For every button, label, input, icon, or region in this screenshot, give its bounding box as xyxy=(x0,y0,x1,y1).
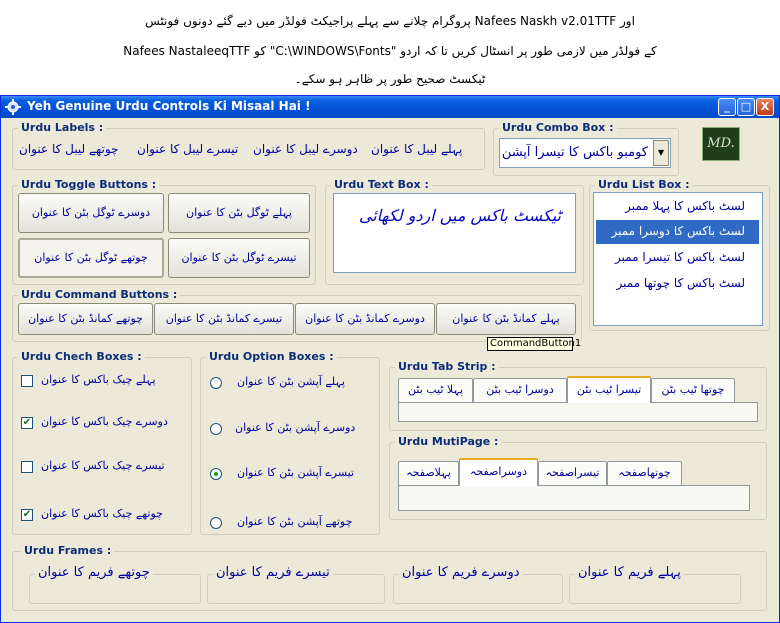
tab-strip-tab-1[interactable]: پہلا ٹیب بٹن xyxy=(398,378,473,402)
instruction-line-1: پروگرام چلانے سے پہلے پراجیکٹ فولڈر میں دیے گئے دونوں فونٹس Nafees Naskh v2.01TTF اور xyxy=(145,14,635,28)
tab-strip-tab-4[interactable]: چوتھا ٹیب بٹن xyxy=(651,378,735,402)
checkbox-label-4: چوتھے چیک باکس کا عنوان xyxy=(41,507,163,520)
command-button-1[interactable]: پہلے کمانڈ بٹن کا عنوان xyxy=(436,303,576,335)
checkbox-2[interactable]: ✔ xyxy=(22,417,32,428)
combo-box[interactable] xyxy=(499,138,671,168)
toggle-group-title: Urdu Toggle Buttons : xyxy=(18,178,159,191)
checkbox-4[interactable]: ✔ xyxy=(22,509,32,520)
combo-dropdown-button[interactable] xyxy=(653,140,669,166)
maximize-button[interactable]: □ xyxy=(737,98,755,116)
multipage-tab-4[interactable]: چوتھاصفحہ xyxy=(607,461,682,485)
command-tooltip: CommandButton1 xyxy=(487,337,573,351)
label-3: تیسرے لیبل کا عنوان xyxy=(137,142,239,156)
command-button-2[interactable]: دوسرے کمانڈ بٹن کا عنوان xyxy=(295,303,435,335)
tab-strip-tab-3[interactable]: تیسرا ٹیب بٹن xyxy=(567,376,651,403)
command-button-3[interactable]: تیسرے کمانڈ بٹن کا عنوان xyxy=(154,303,294,335)
instruction-line-3: ٹیکسٹ صحیح طور پر ظاہر ہو سکے۔ xyxy=(294,72,486,86)
tabstrip-group-title: Urdu Tab Strip : xyxy=(395,360,499,373)
window-title: Yeh Genuine Urdu Controls Ki Misaal Hai ! xyxy=(27,99,311,113)
label-2: دوسرے لیبل کا عنوان xyxy=(253,142,358,156)
chevron-down-icon: ▼ xyxy=(657,148,665,157)
toggle-button-4[interactable]: چوتھے ٹوگل بٹن کا عنوان xyxy=(18,238,164,278)
labels-group-title: Urdu Labels : xyxy=(18,121,106,134)
urdu-textbox[interactable] xyxy=(333,193,576,273)
combo-group-title: Urdu Combo Box : xyxy=(499,121,617,134)
frame-title-3: تیسرے فریم کا عنوان xyxy=(213,565,333,580)
toggle-button-2[interactable]: دوسرے ٹوگل بٹن کا عنوان xyxy=(18,193,164,233)
checkbox-label-1: پہلے چیک باکس کا عنوان xyxy=(41,373,156,386)
checkbox-group-title: Urdu Chech Boxes : xyxy=(18,350,145,363)
frame-title-1: پہلے فریم کا عنوان xyxy=(575,565,684,580)
checkbox-label-2: دوسرے چیک باکس کا عنوان xyxy=(41,415,168,428)
list-item-2[interactable]: لسٹ باکس کا دوسرا ممبر xyxy=(596,220,759,244)
close-button[interactable]: X xyxy=(756,98,774,116)
textbox-value: ٹیکسٹ باکس میں اردو لکھائی xyxy=(358,206,561,225)
combo-value: کومبو باکس کا تیسرا آپشن xyxy=(501,145,648,160)
multipage-panel xyxy=(398,485,750,511)
option-label-2: دوسرے آپشن بٹن کا عنوان xyxy=(235,421,356,434)
multipage-tab-2[interactable]: دوسراصفحہ xyxy=(459,458,538,486)
option-radio-3[interactable] xyxy=(210,468,222,480)
option-radio-2[interactable] xyxy=(210,423,222,435)
tab-strip-panel xyxy=(398,402,758,422)
command-button-4[interactable]: چوتھے کمانڈ بٹن کا عنوان xyxy=(18,303,153,335)
option-radio-4[interactable] xyxy=(210,517,222,529)
option-label-1: پہلے آپشن بٹن کا عنوان xyxy=(237,375,345,388)
instruction-line-2: Nafees NastaleeqTTF کو "C:\WINDOWS\Fonts" کے فولڈر میں لازمی طور پر انسٹال کریں تا کہ اردو xyxy=(123,44,657,58)
command-group-title: Urdu Command Buttons : xyxy=(18,288,180,301)
list-item-4[interactable]: لسٹ باکس کا چوتھا ممبر xyxy=(616,276,745,290)
textbox-group-title: Urdu Text Box : xyxy=(331,178,432,191)
title-bar[interactable] xyxy=(1,96,779,118)
label-4: چوتھے لیبل کا عنوان xyxy=(19,142,119,156)
multipage-group-title: Urdu MutiPage : xyxy=(395,435,501,448)
list-item-1[interactable]: لسٹ باکس کا پہلا ممبر xyxy=(625,199,745,213)
list-item-3[interactable]: لسٹ باکس کا تیسرا ممبر xyxy=(614,250,745,264)
checkbox-label-3: تیسرے چیک باکس کا عنوان xyxy=(41,459,165,472)
urdu-listbox[interactable] xyxy=(593,192,763,326)
main-window xyxy=(0,95,780,623)
toggle-button-1[interactable]: پہلے ٹوگل بٹن کا عنوان xyxy=(168,193,310,233)
label-1: پہلے لیبل کا عنوان xyxy=(371,142,463,156)
listbox-group-title: Urdu List Box : xyxy=(595,178,693,191)
md-logo xyxy=(702,127,740,161)
tab-strip-tab-2[interactable]: دوسرا ٹیب بٹن xyxy=(473,378,567,402)
option-group-title: Urdu Option Boxes : xyxy=(206,350,337,363)
frames-group-title: Urdu Frames : xyxy=(21,544,114,557)
minimize-button[interactable]: _ xyxy=(718,98,736,116)
multipage-tab-1[interactable]: پہلاصفحہ xyxy=(398,461,459,485)
logo-text: MD. xyxy=(707,136,735,151)
frame-title-2: دوسرے فریم کا عنوان xyxy=(399,565,523,580)
app-gear-icon xyxy=(5,99,21,115)
multipage-tab-3[interactable]: تیسراصفحہ xyxy=(538,461,607,485)
option-label-3: تیسرے آپشن بٹن کا عنوان xyxy=(237,466,355,479)
option-label-4: چوتھے آپشن بٹن کا عنوان xyxy=(237,515,353,528)
frame-title-4: چوتھے فریم کا عنوان xyxy=(35,565,153,580)
option-radio-1[interactable] xyxy=(210,377,222,389)
toggle-button-3[interactable]: تیسرے ٹوگل بٹن کا عنوان xyxy=(168,238,310,278)
checkbox-1[interactable] xyxy=(21,375,33,387)
checkbox-3[interactable] xyxy=(21,461,33,473)
